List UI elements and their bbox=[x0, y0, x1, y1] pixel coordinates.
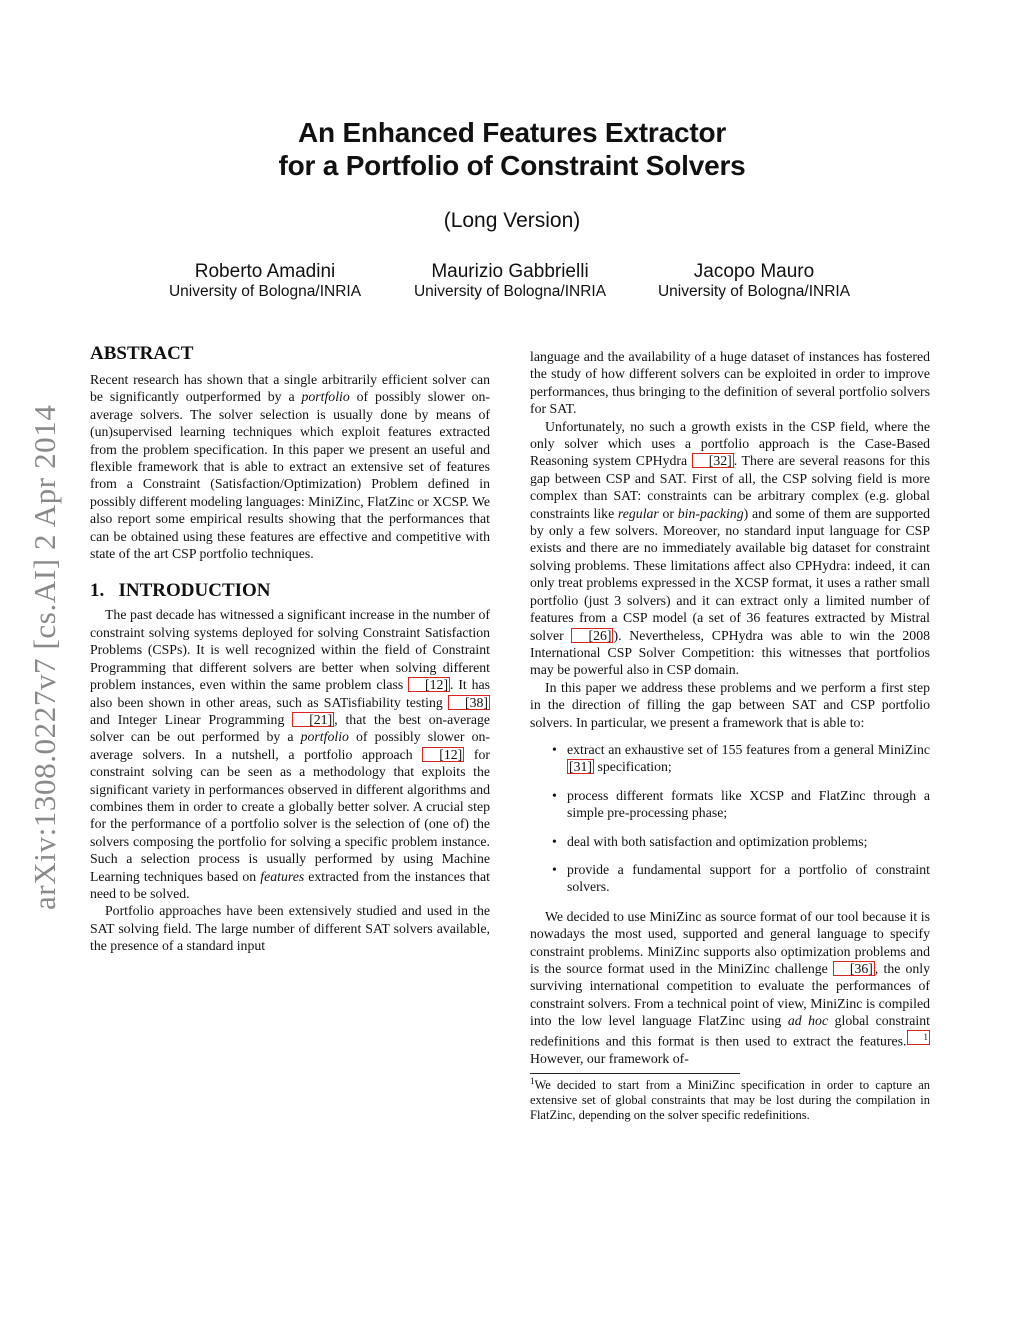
author-affiliation: University of Bologna/INRIA bbox=[413, 283, 607, 300]
citation-link[interactable]: [26] bbox=[571, 628, 613, 643]
bullet-icon: • bbox=[552, 787, 557, 803]
author-name: Maurizio Gabbrielli bbox=[431, 261, 589, 282]
author-name: Roberto Amadini bbox=[194, 261, 336, 282]
text-run: and Integer Linear Programming bbox=[90, 711, 293, 727]
text-run: for constraint solving can be seen as a methodology that exploits the significant variety in performances observed in different algorithms and combines them in order to create a globally better solver. A crucial step for the performance of a portfolio solver is the selection of (one of) the solvers composing the portfolio for solving a specific problem instance. Such a selection process is usually performed by using Machine Learning techniques based on bbox=[90, 746, 490, 884]
citation-link[interactable]: [36] bbox=[833, 961, 875, 976]
text-run: extract an exhaustive set of 155 features from a general MiniZinc bbox=[567, 741, 930, 757]
footnote bbox=[530, 1075, 930, 1123]
emphasis: ad hoc bbox=[787, 1013, 829, 1029]
text-run: The past decade has witnessed a significant increase in the number of constraint solving systems deployed for solving Constraint Satisfaction Problems (CSPs). It is well recognized within the field of Constraint Programming that different solvers are better when solving different problem instances, even within the same problem class bbox=[90, 607, 490, 693]
footnote-number: 1 bbox=[530, 1075, 535, 1086]
intro-paragraph-3: language and the availability of a huge dataset of instances has fostered the study of how different solvers can be exploited in order to improve performances, thus bringing to the definition of several portfolio solvers for SAT. bbox=[530, 349, 930, 417]
text-run: However, our framework of- bbox=[530, 1050, 689, 1066]
intro-paragraph-5: In this paper we address these problems and we perform a first step in the direction of filling the gap between SAT and CSP portfolio solvers. In particular, we present a framework that is able to: bbox=[530, 679, 930, 730]
abstract-paragraph bbox=[90, 371, 490, 562]
text-run: global constraint redefinitions and this format is then used to extract the features. bbox=[530, 1013, 930, 1049]
intro-paragraph-6 bbox=[530, 908, 930, 1067]
text-run: We decided to use MiniZinc as source format of our tool because it is nowadays the most used, supported and general language to specify constraint problems. MiniZinc supports also optimization problems and is the source format used in the MiniZinc challenge bbox=[530, 908, 930, 976]
text-run: Recent research has shown that a single arbitrarily efficient solver can be significantly outperformed by a bbox=[90, 372, 490, 405]
footnote-divider bbox=[530, 1073, 740, 1074]
right-column bbox=[530, 348, 930, 1123]
title-line-1: An Enhanced Features Extractor bbox=[297, 117, 727, 148]
author-3 bbox=[624, 261, 884, 301]
list-item bbox=[530, 741, 930, 776]
citation-link[interactable]: [12] bbox=[422, 747, 464, 762]
bullet-icon: • bbox=[552, 833, 557, 849]
list-item bbox=[530, 787, 930, 822]
intro-paragraph-1 bbox=[90, 606, 490, 902]
bullet-icon: • bbox=[552, 861, 557, 877]
intro-paragraph-2: Portfolio approaches have been extensively studied and used in the SAT solving field. The large number of different SAT solvers available, the presence of a standard input bbox=[90, 903, 490, 954]
abstract-heading: ABSTRACT bbox=[90, 343, 194, 364]
bullet-icon: • bbox=[552, 741, 557, 757]
text-run: or bbox=[658, 505, 678, 521]
text-run: of possibly slower on-average solvers. The solver selection is usually done by means of (un)supervised learning techniques which exploit features extracted from the problem specification. In this paper we present an useful and flexible framework that is able to extract an extensive set of features from a Constraint (Satisfaction/Optimization) Problem defined in possibly different modeling languages: MiniZinc, FlatZinc or XCSP. We also report some empirical results showing that the performances that can be obtained using these features are effective and competitive with state of the art CSP portfolio techniques. bbox=[90, 389, 490, 562]
text-run: ) and some of them are supported by only a few solvers. Moreover, no standard input language for CSP exists and there are no immediately available big dataset for constraint solving problems. These limitations affect also CPHydra: indeed, it can only treat problems expressed in the XCSP format, it uses a rather small portfolio (just 3 solvers) and it can extract only a limited number of features from a CSP model (a set of 36 features extracted by Mistral solver bbox=[530, 505, 930, 643]
list-item bbox=[530, 861, 930, 896]
emphasis: regular bbox=[617, 505, 659, 521]
footnote-text: We decided to start from a MiniZinc specification in order to capture an extensive set of global constraints that may be lost during the compilation in FlatZinc, depending on the solver specific redefinitions. bbox=[530, 1078, 930, 1123]
citation-link[interactable]: [38] bbox=[448, 695, 490, 710]
arxiv-identifier-stamp: arXiv:1308.0227v7 [cs.AI] 2 Apr 2014 bbox=[27, 404, 62, 910]
emphasis: bin-packing bbox=[677, 505, 744, 521]
emphasis: features bbox=[260, 868, 305, 884]
text-run: provide a fundamental support for a portfolio of constraint solvers. bbox=[567, 861, 930, 895]
emphasis: portfolio bbox=[301, 389, 350, 405]
footnote-marker-link[interactable]: 1 bbox=[907, 1030, 931, 1045]
title-line-2: for a Portfolio of Constraint Solvers bbox=[278, 150, 746, 181]
citation-link[interactable]: [21] bbox=[292, 712, 334, 727]
text-run: Unfortunately, no such a growth exists in the CSP field, where the only solver which uses a portfolio approach is the Case-Based Reasoning system CPHydra bbox=[530, 418, 930, 469]
text-run: . There are several reasons for this gap between CSP and SAT. First of all, the CSP solving field is more complex than SAT: constraints can be arbitrary complex (e.g. global constraints like bbox=[530, 453, 931, 521]
text-run: extracted from the instances that need to be solved. bbox=[90, 868, 490, 901]
intro-paragraph-4 bbox=[530, 418, 930, 679]
contribution-list bbox=[530, 741, 930, 896]
citation-link[interactable]: [31] bbox=[569, 759, 592, 775]
author-name: Jacopo Mauro bbox=[693, 261, 815, 282]
emphasis: portfolio bbox=[300, 729, 349, 745]
author-affiliation: University of Bologna/INRIA bbox=[168, 283, 362, 300]
paper-title bbox=[0, 116, 1024, 182]
paper-subtitle: (Long Version) bbox=[443, 209, 581, 232]
citation-link[interactable]: [12] bbox=[408, 677, 450, 692]
text-run: . It has also been shown in other areas, such as SATisfiability testing bbox=[90, 677, 490, 710]
text-run: deal with both satisfaction and optimization problems; bbox=[567, 833, 868, 849]
author-2 bbox=[380, 261, 640, 301]
text-run: ). Nevertheless, CPHydra was able to win the 2008 International CSP Solver Competition: this witnesses that portfolios may be powerful also in CSP domain. bbox=[530, 627, 930, 678]
author-affiliation: University of Bologna/INRIA bbox=[657, 283, 851, 300]
left-column bbox=[90, 343, 490, 955]
citation-link[interactable]: [32] bbox=[692, 453, 734, 468]
introduction-heading: 1. INTRODUCTION bbox=[90, 580, 271, 602]
text-run: process different formats like XCSP and FlatZinc through a simple pre-processing phase; bbox=[567, 787, 930, 821]
text-run: , that the best on-average solver can be out performed by a bbox=[90, 711, 490, 745]
text-run: specification; bbox=[594, 759, 672, 775]
text-run: , the only surviving international competition to evaluate the performances of constraint solvers. From a technical point of view, MiniZinc is compiled into the low level language FlatZinc using bbox=[530, 961, 931, 1029]
list-item bbox=[530, 833, 930, 850]
author-1 bbox=[135, 261, 395, 301]
text-run: of possibly slower on-average solvers. In a nutshell, a portfolio approach bbox=[90, 729, 490, 762]
